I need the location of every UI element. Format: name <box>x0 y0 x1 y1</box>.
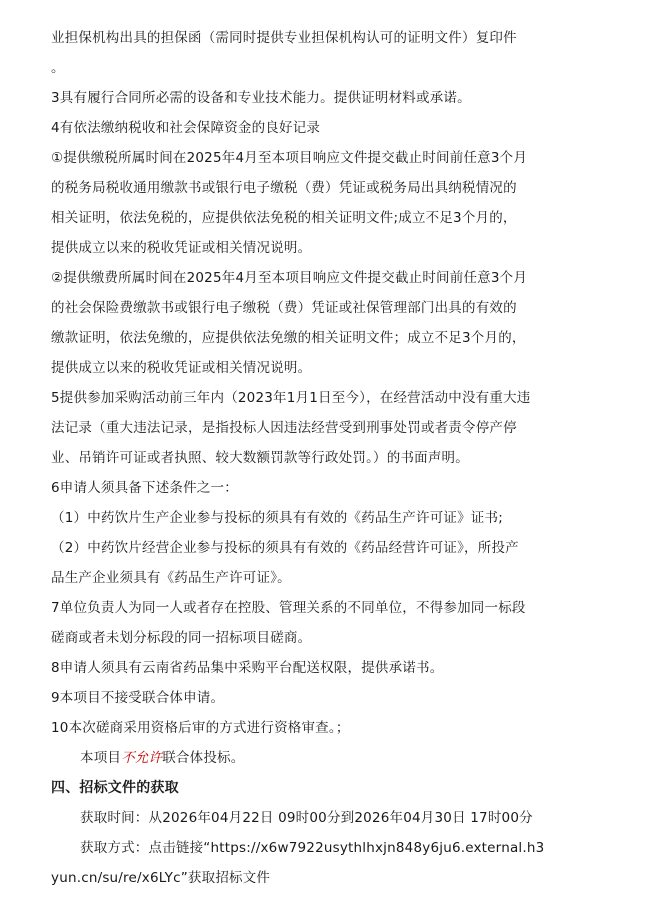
consortium-statement <box>80 748 614 768</box>
acquisition-link-tail: yun.cn/su/re/x6LYc”获取招标文件 <box>51 870 271 886</box>
text-line: 提供成立以来的税收凭证或相关情况说明。 <box>51 240 312 256</box>
text-line: 。 <box>51 60 65 76</box>
acquisition-time: 获取时间：从2026年04月22日 09时00分到2026年04月30日 17时00分 <box>80 810 533 826</box>
requirement-10: 10本次磋商采用资格后审的方式进行资格审查。； <box>51 720 350 736</box>
consortium-prefix: 本项目 <box>80 750 122 766</box>
consortium-status: 不允许 <box>121 750 163 766</box>
requirement-4: 4有依法缴纳税收和社会保障资金的良好记录 <box>51 120 321 136</box>
text-line: 业担保机构出具的担保函（需同时提供专业担保机构认可的证明文件）复印件 <box>51 30 517 46</box>
text-line: 提供成立以来的税收凭证或相关情况说明。 <box>51 360 312 376</box>
text-line: 业、吊销许可证或者执照、较大数额罚款等行政处罚。）的书面声明。 <box>51 450 469 466</box>
text-line: 法记录（重大违法记录，是指投标人因违法经营受到刑事处罚或者责令停产停 <box>51 420 517 436</box>
acquisition-method-line1[interactable] <box>80 838 614 858</box>
text-line: 的税务局税收通用缴款书或银行电子缴税（费）凭证或税务局出具纳税情况的 <box>51 180 517 196</box>
requirement-3: 3具有履行合同所必需的设备和专业技术能力。提供证明材料或承诺。 <box>51 90 471 106</box>
text-line: （1）中药饮片生产企业参与投标的须具有有效的《药品生产许可证》证书; <box>51 510 503 526</box>
text-line: ①提供缴税所属时间在2025年4月至本项目响应文件提交截止时间前任意3个月 <box>51 150 528 166</box>
text-line: （2）中药饮片经营企业参与投标的须具有有效的《药品经营许可证》，所投产 <box>51 540 519 556</box>
text-line: 相关证明，依法免税的，应提供依法免税的相关证明文件;成立不足3个月的， <box>51 210 517 226</box>
requirement-8: 8申请人须具有云南省药品集中采购平台配送权限，提供承诺书。 <box>51 660 444 676</box>
text-line: 磋商或者未划分标段的同一招标项目磋商。 <box>51 630 312 646</box>
text-line: 品生产企业须具有《药品生产许可证》。 <box>51 570 291 586</box>
text-line: ②提供缴费所属时间在2025年4月至本项目响应文件提交截止时间前任意3个月 <box>51 270 528 286</box>
requirement-9: 9本项目不接受联合体申请。 <box>51 690 225 706</box>
requirement-7: 7单位负责人为同一人或者存在控股、管理关系的不同单位，不得参加同一标段 <box>51 600 526 616</box>
acquisition-method-line2[interactable] <box>51 868 614 888</box>
requirement-6: 6申请人须具备下述条件之一： <box>51 480 238 496</box>
section-heading: 四、招标文件的获取 <box>51 780 179 796</box>
text-line: 缴款证明，依法免缴的，应提供依法免缴的相关证明文件；成立不足3个月的， <box>51 330 526 346</box>
text-line: 的社会保险费缴款书或银行电子缴税（费）凭证或社保管理部门出具的有效的 <box>51 300 517 316</box>
requirement-5: 5提供参加采购活动前三年内（2023年1月1日至今），在经营活动中没有重大违 <box>51 390 531 406</box>
acquisition-method-text: 获取方式：点击链接“https://x6w7922usythlhxjn848y6ju6.external.h3 <box>80 840 545 856</box>
consortium-suffix: 联合体投标。 <box>162 750 245 766</box>
